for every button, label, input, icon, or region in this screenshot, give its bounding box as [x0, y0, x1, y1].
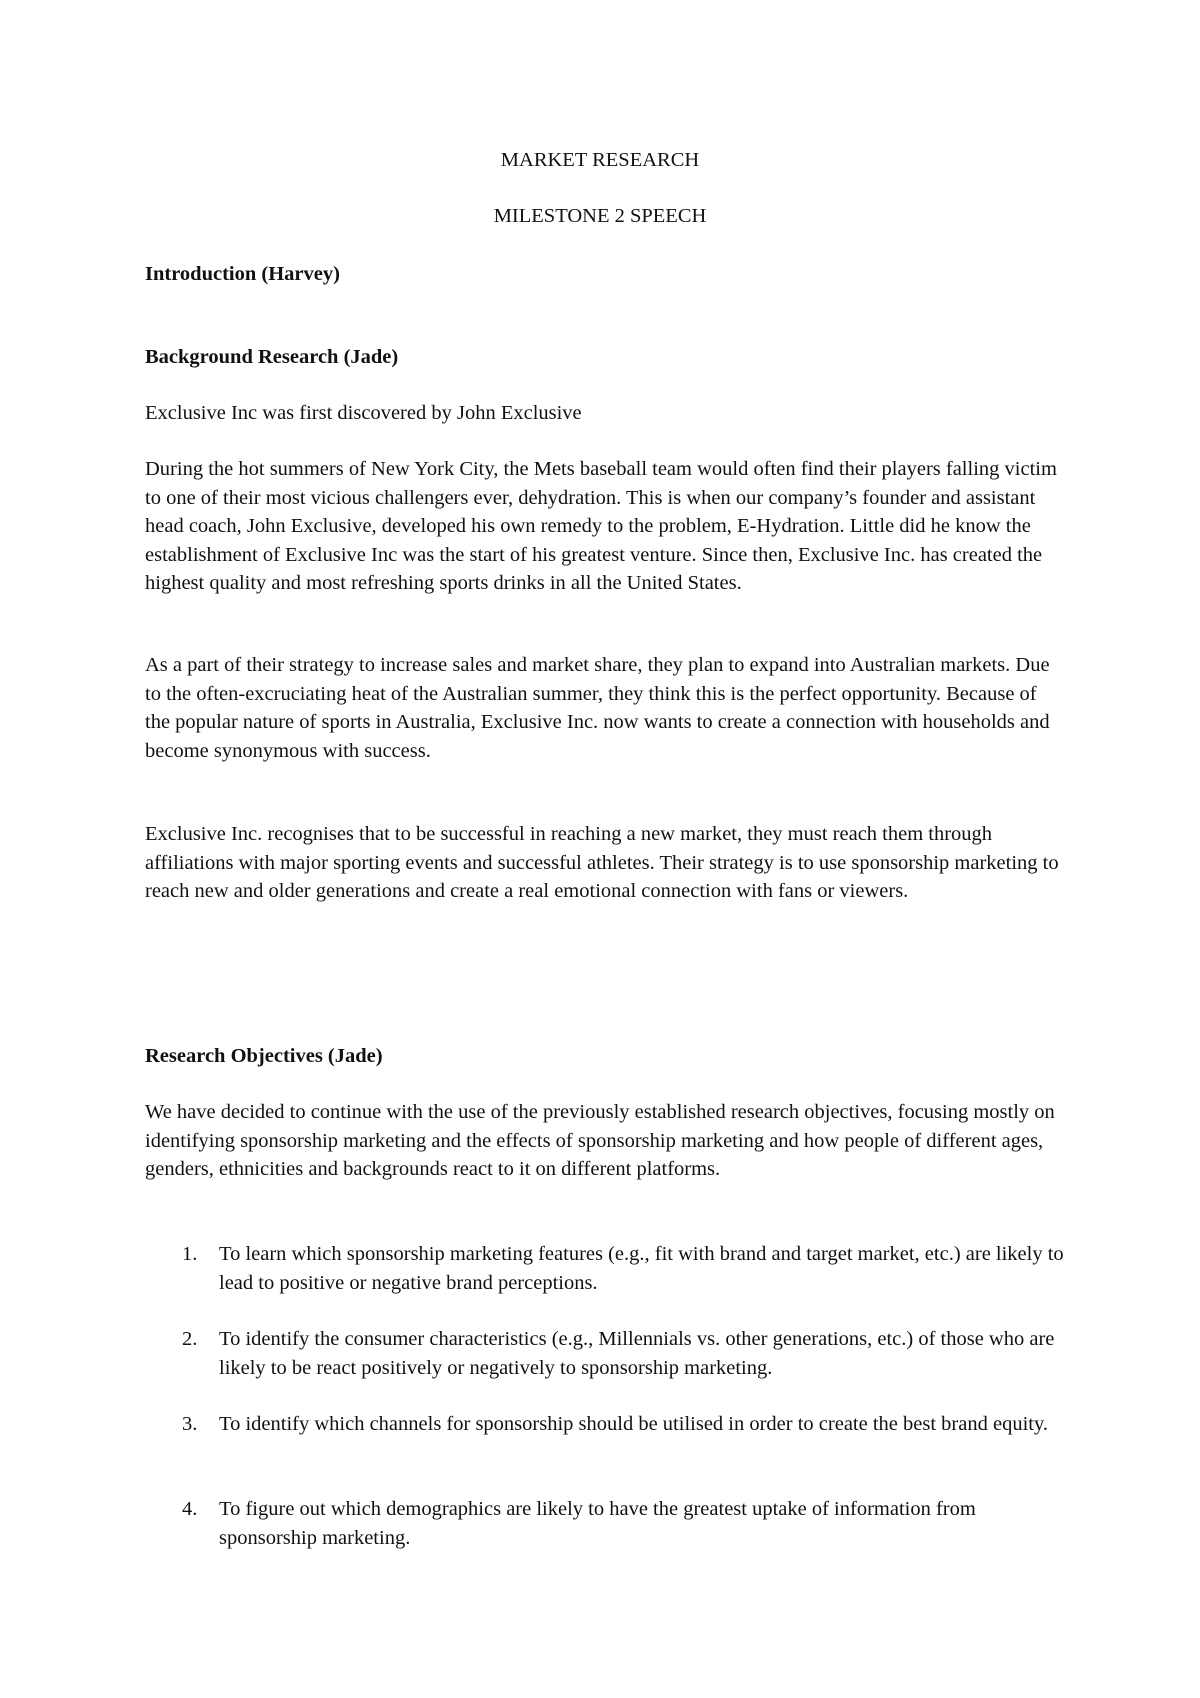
heading-introduction: Introduction (Harvey)	[145, 263, 340, 285]
list-item-text: To identify the consumer characteristics (e.g., Millennials vs. other generations, etc.) of those who are likely to be react positively or negatively to sponsorship marketing.	[219, 1328, 1055, 1379]
list-item-number: 1.	[182, 1243, 198, 1265]
objectives-intro-paragraph: We have decided to continue with the use of the previously established research objectives, focusing mostly on identifying sponsorship marketing and the effects of sponsorship marketing and how people of different ages, genders, ethnicities and backgrounds react to it on different platforms.	[145, 1101, 1055, 1180]
document-title: MARKET RESEARCH	[500, 149, 700, 171]
background-paragraph-1: Exclusive Inc was first discovered by John Exclusive	[145, 402, 582, 424]
list-item-text: To figure out which demographics are likely to have the greatest uptake of information from sponsorship marketing.	[219, 1498, 976, 1549]
list-item-number: 3.	[182, 1413, 198, 1435]
background-paragraph-3: As a part of their strategy to increase sales and market share, they plan to expand into Australian markets. Due to the often-excruciating heat of the Australian summer, they think this is the perfect opportunity. Because of the popular nature of sports in Australia, Exclusive Inc. now wants to create a connection with households and become synonymous with success.	[145, 654, 1050, 762]
list-item-number: 4.	[182, 1498, 198, 1520]
list-item-number: 2.	[182, 1328, 198, 1350]
background-paragraph-2: During the hot summers of New York City, the Mets baseball team would often find their players falling victim to one of their most vicious challengers ever, dehydration. This is when our company’s founder and assistant head coach, John Exclusive, developed his own remedy to the problem, E-Hydration. Little did he know the establishment of Exclusive Inc was the start of his greatest venture. Since then, Exclusive Inc. has created the highest quality and most refreshing sports drinks in all the United States.	[145, 458, 1057, 594]
list-item-text: To learn which sponsorship marketing features (e.g., fit with brand and target market, etc.) are likely to lead to positive or negative brand perceptions.	[219, 1243, 1064, 1294]
heading-research-objectives: Research Objectives (Jade)	[145, 1045, 383, 1067]
document-subtitle: MILESTONE 2 SPEECH	[493, 205, 707, 227]
background-paragraph-4: Exclusive Inc. recognises that to be successful in reaching a new market, they must reach them through affiliations with major sporting events and successful athletes. Their strategy is to use sponsorship marketing to reach new and older generations and create a real emotional connection with fans or viewers.	[145, 823, 1059, 902]
heading-background-research: Background Research (Jade)	[145, 346, 399, 368]
list-item-text: To identify which channels for sponsorship should be utilised in order to create the best brand equity.	[219, 1413, 1048, 1435]
